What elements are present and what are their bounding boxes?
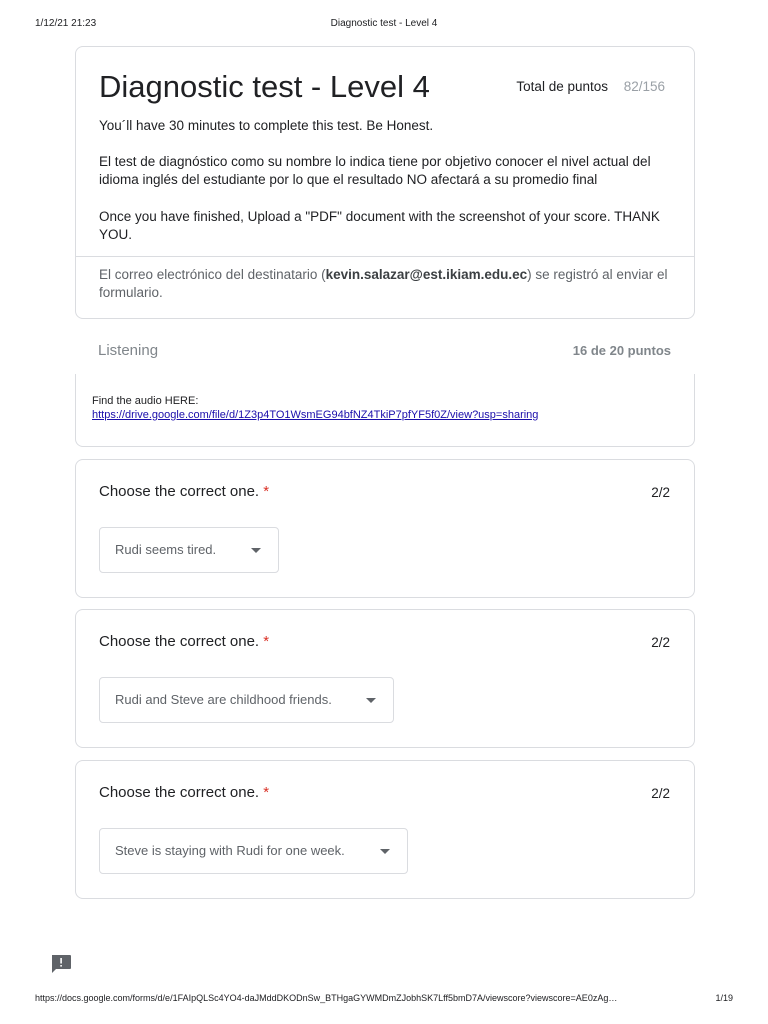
selected-answer: Rudi and Steve are childhood friends. — [115, 692, 332, 707]
selected-answer: Rudi seems tired. — [115, 542, 217, 557]
required-mark: * — [263, 483, 270, 500]
section-points: 16 de 20 puntos — [572, 343, 671, 358]
audio-link[interactable]: https://drive.google.com/file/d/1Z3p4TO1WsmEG94bfNZ4TkiP7pfYF5f0Z/view?usp=sharing — [92, 409, 539, 421]
selected-answer: Steve is staying with Rudi for one week. — [115, 843, 345, 858]
print-datetime: 1/12/21 21:23 — [35, 18, 97, 29]
required-mark: * — [263, 784, 270, 801]
answer-dropdown[interactable] — [99, 677, 394, 723]
feedback-icon-glyph — [50, 954, 72, 974]
question-points: 2/2 — [651, 485, 670, 500]
email-note-suffix: ) se registró al enviar el formulario. — [99, 267, 668, 300]
section-title: Listening — [98, 342, 159, 359]
print-footer-url: https://docs.google.com/forms/d/e/1FAIpQLSc4YO4-daJMddDKODnSw_BTHgaGYWMDmZJobhSK7Lff5bmD7A/viewscore?viewscore=AE0zAg… — [35, 993, 618, 1003]
question-points: 2/2 — [651, 635, 670, 650]
print-document-title: Diagnostic test - Level 4 — [330, 18, 438, 29]
dropdown-arrow-icon — [366, 698, 376, 703]
audio-card — [75, 374, 695, 447]
print-header — [0, 0, 768, 40]
header-divider — [76, 256, 694, 257]
question-text — [99, 633, 269, 650]
form-header-card — [75, 46, 695, 319]
dropdown-arrow-icon — [380, 849, 390, 854]
dropdown-arrow-icon — [251, 548, 261, 553]
question-points: 2/2 — [651, 786, 670, 801]
question-card — [75, 609, 695, 748]
audio-label: Find the audio HERE: — [92, 395, 199, 407]
answer-dropdown[interactable] — [99, 527, 279, 573]
question-card — [75, 459, 695, 598]
question-label: Choose the correct one. — [99, 633, 260, 650]
question-label: Choose the correct one. — [99, 784, 260, 801]
question-label: Choose the correct one. — [99, 483, 260, 500]
total-score-label: Total de puntos — [516, 79, 608, 94]
form-description-line-2: El test de diagnóstico como su nombre lo indica tiene por objetivo conocer el nivel actual del idioma inglés del estudiante por lo que el resultado NO afectará a su promedio final — [99, 154, 651, 187]
email-recorded-note — [99, 266, 679, 302]
email-note-prefix: El correo electrónico del destinatario ( — [99, 267, 326, 282]
respondent-email: kevin.salazar@est.ikiam.edu.ec — [325, 267, 528, 282]
section-header-listening — [75, 330, 695, 374]
feedback-icon[interactable] — [50, 954, 72, 974]
question-text — [99, 784, 269, 801]
question-card — [75, 760, 695, 899]
form-description-line-1: You´ll have 30 minutes to complete this test. Be Honest. — [99, 118, 434, 133]
form-title: Diagnostic test - Level 4 — [99, 69, 430, 104]
print-page-number: 1/19 — [715, 993, 733, 1003]
total-score-value: 82/156 — [623, 79, 665, 94]
question-text — [99, 483, 269, 500]
required-mark: * — [263, 633, 270, 650]
answer-dropdown[interactable] — [99, 828, 408, 874]
form-description-line-3: Once you have finished, Upload a "PDF" document with the screenshot of your score. THANK YOU. — [99, 209, 660, 242]
